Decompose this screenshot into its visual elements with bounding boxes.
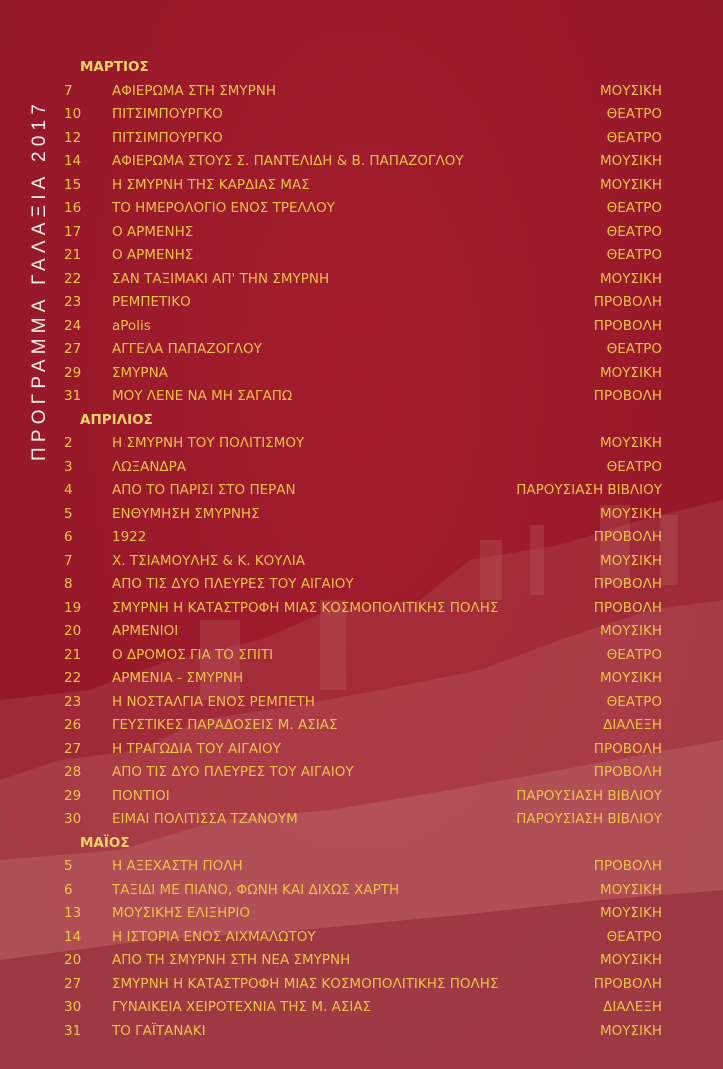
event-day: 20: [64, 623, 82, 639]
event-day: 16: [64, 200, 82, 216]
event-title: ΑΦΙΕΡΩΜΑ ΣΤΗ ΣΜΥΡΝΗ: [112, 82, 277, 99]
event-day: 31: [64, 388, 82, 404]
event-day: 5: [64, 505, 73, 522]
event-day: 22: [64, 270, 82, 287]
event-title: aPolis: [112, 317, 151, 334]
event-category: ΘΕΑΤΡΟ: [606, 223, 662, 240]
event-category: ΠΡΟΒΟΛΗ: [593, 764, 662, 780]
event-day: 14: [64, 928, 82, 945]
event-title: Η ΤΡΑΓΩΔΙΑ ΤΟΥ ΑΙΓΑΙΟΥ: [112, 740, 281, 757]
event-day: 2: [64, 435, 73, 451]
event-category: ΠΡΟΒΟΛΗ: [593, 975, 662, 992]
event-title: ΑΡΜΕΝΙΟΙ: [112, 623, 179, 639]
event-day: 6: [64, 881, 73, 898]
event-row: [64, 1020, 664, 1044]
event-title: ΠΙΤΣΙΜΠΟΥΡΓΚΟ: [112, 129, 223, 146]
event-row: [64, 315, 664, 339]
event-row: [64, 902, 664, 926]
event-day: 10: [64, 106, 82, 122]
event-category: ΘΕΑΤΡΟ: [606, 106, 662, 122]
event-title: Η ΣΜΥΡΝΗ ΤΗΣ ΚΑΡΔΙΑΣ ΜΑΣ: [112, 176, 310, 193]
event-row: [64, 996, 664, 1020]
event-row: [64, 127, 664, 151]
event-row: [64, 855, 664, 879]
event-row: [64, 338, 664, 362]
event-title: ΣΑΝ ΤΑΞΙΜΑΚΙ ΑΠ' ΤΗΝ ΣΜΥΡΝΗ: [112, 270, 330, 287]
event-category: ΘΕΑΤΡΟ: [606, 129, 662, 146]
event-day: 27: [64, 341, 82, 357]
event-category: ΠΡΟΒΟΛΗ: [593, 388, 662, 404]
event-row: [64, 244, 664, 268]
event-title: Η ΝΟΣΤΑΛΓΙΑ ΕΝΟΣ ΡΕΜΠΕΤΗ: [112, 693, 315, 710]
event-row: [64, 879, 664, 903]
event-title: ΣΜΥΡΝΗ Η ΚΑΤΑΣΤΡΟΦΗ ΜΙΑΣ ΚΟΣΜΟΠΟΛΙΤΙΚΗΣ ΠΟΛΗΣ: [112, 975, 499, 992]
event-title: ΑΠΟ ΤΗ ΣΜΥΡΝΗ ΣΤΗ ΝΕΑ ΣΜΥΡΝΗ: [112, 952, 351, 968]
event-title: Η ΣΜΥΡΝΗ ΤΟΥ ΠΟΛΙΤΙΣΜΟΥ: [112, 435, 305, 451]
event-category: ΜΟΥΣΙΚΗ: [599, 270, 662, 287]
event-title: ΣΜΥΡΝΑ: [112, 364, 168, 381]
event-title: ΓΥΝΑΙΚΕΙΑ ΧΕΙΡΟΤΕΧΝΙΑ ΤΗΣ Μ. ΑΣΙΑΣ: [112, 999, 372, 1015]
event-title: ΤΟ ΓΑΪΤΑΝΑΚΙ: [112, 1022, 206, 1039]
event-day: 31: [64, 1022, 82, 1039]
event-day: 15: [64, 176, 82, 193]
event-row: [64, 432, 664, 456]
event-category: ΜΟΥΣΙΚΗ: [599, 623, 662, 639]
event-row: [64, 150, 664, 174]
event-category: ΠΡΟΒΟΛΗ: [593, 294, 662, 310]
event-row: [64, 808, 664, 832]
vertical-program-title-wrap: [22, 60, 58, 500]
event-row: [64, 291, 664, 315]
event-category: ΘΕΑΤΡΟ: [606, 341, 662, 357]
event-category: ΘΕΑΤΡΟ: [606, 247, 662, 263]
event-title: Ο ΑΡΜΕΝΗΣ: [112, 247, 194, 263]
event-category: ΜΟΥΣΙΚΗ: [599, 952, 662, 968]
month-heading: ΜΑΪΟΣ: [80, 834, 130, 851]
event-category: ΔΙΑΛΕΞΗ: [603, 717, 662, 733]
event-day: 28: [64, 764, 82, 780]
event-row: [64, 926, 664, 950]
event-row: [64, 738, 664, 762]
event-row: [64, 761, 664, 785]
event-title: ΑΡΜΕΝΙΑ - ΣΜΥΡΝΗ: [112, 670, 244, 686]
event-day: 30: [64, 811, 82, 827]
event-category: ΜΟΥΣΙΚΗ: [599, 364, 662, 381]
event-day: 7: [64, 552, 73, 569]
event-category: ΠΑΡΟΥΣΙΑΣΗ ΒΙΒΛΙΟΥ: [516, 787, 662, 804]
event-row: [64, 479, 664, 503]
event-title: ΑΠΟ ΤΟ ΠΑΡΙΣΙ ΣΤΟ ΠΕΡΑΝ: [112, 482, 296, 498]
event-day: 17: [64, 223, 82, 240]
event-category: ΠΑΡΟΥΣΙΑΣΗ ΒΙΒΛΙΟΥ: [516, 482, 662, 498]
event-day: 29: [64, 787, 82, 804]
event-row: [64, 456, 664, 480]
event-day: 6: [64, 529, 73, 545]
event-day: 5: [64, 858, 73, 874]
event-row: [64, 385, 664, 409]
schedule-list: [64, 56, 664, 1043]
event-row: [64, 691, 664, 715]
event-day: 19: [64, 599, 82, 616]
event-title: 1922: [112, 529, 147, 545]
event-title: ΜΟΥ ΛΕΝΕ ΝΑ ΜΗ ΣΑΓΑΠΩ: [112, 388, 293, 404]
event-title: ΑΠΟ ΤΙΣ ΔΥΟ ΠΛΕΥΡΕΣ ΤΟΥ ΑΙΓΑΙΟΥ: [112, 764, 354, 780]
event-category: ΔΙΑΛΕΞΗ: [603, 999, 662, 1015]
event-row: [64, 503, 664, 527]
event-day: 21: [64, 247, 82, 263]
event-row: [64, 973, 664, 997]
event-day: 22: [64, 670, 82, 686]
event-row: [64, 667, 664, 691]
event-title: ΤΑΞΙΔΙ ΜΕ ΠΙΑΝΟ, ΦΩΝΗ ΚΑΙ ΔΙΧΩΣ ΧΑΡΤΗ: [112, 881, 400, 898]
event-day: 26: [64, 717, 82, 733]
event-category: ΠΡΟΒΟΛΗ: [593, 599, 662, 616]
event-category: ΠΡΟΒΟΛΗ: [593, 317, 662, 334]
event-title: ΜΟΥΣΙΚΗΣ ΕΛΙΞΗΡΙΟ: [112, 905, 251, 921]
event-category: ΘΕΑΤΡΟ: [606, 928, 662, 945]
event-row: [64, 949, 664, 973]
event-day: 8: [64, 576, 73, 592]
event-category: ΜΟΥΣΙΚΗ: [599, 670, 662, 686]
event-category: ΜΟΥΣΙΚΗ: [599, 176, 662, 193]
event-row: [64, 174, 664, 198]
event-title: Η ΑΞΕΧΑΣΤΗ ΠΟΛΗ: [112, 858, 243, 874]
event-day: 24: [64, 317, 82, 334]
event-row: [64, 714, 664, 738]
event-title: ΕΙΜΑΙ ΠΟΛΙΤΙΣΣΑ ΤΖΑΝΟΥΜ: [112, 811, 298, 827]
event-day: 7: [64, 82, 73, 99]
event-row: [64, 597, 664, 621]
event-day: 30: [64, 999, 82, 1015]
event-category: ΜΟΥΣΙΚΗ: [599, 905, 662, 921]
event-row: [64, 620, 664, 644]
month-heading: ΜΑΡΤΙΟΣ: [80, 59, 149, 75]
event-title: Η ΙΣΤΟΡΙΑ ΕΝΟΣ ΑΙΧΜΑΛΩΤΟΥ: [112, 928, 316, 945]
event-row: [64, 526, 664, 550]
event-category: ΠΡΟΒΟΛΗ: [593, 858, 662, 874]
event-category: ΠΡΟΒΟΛΗ: [593, 529, 662, 545]
event-day: 3: [64, 458, 73, 475]
event-category: ΘΕΑΤΡΟ: [606, 693, 662, 710]
event-category: ΘΕΑΤΡΟ: [606, 200, 662, 216]
event-category: ΘΕΑΤΡΟ: [606, 646, 662, 663]
event-day: 21: [64, 646, 82, 663]
event-category: ΘΕΑΤΡΟ: [606, 458, 662, 475]
event-row: [64, 80, 664, 104]
event-title: ΑΠΟ ΤΙΣ ΔΥΟ ΠΛΕΥΡΕΣ ΤΟΥ ΑΙΓΑΙΟΥ: [112, 576, 354, 592]
event-day: 27: [64, 975, 82, 992]
event-title: ΣΜΥΡΝΗ Η ΚΑΤΑΣΤΡΟΦΗ ΜΙΑΣ ΚΟΣΜΟΠΟΛΙΤΙΚΗΣ ΠΟΛΗΣ: [112, 599, 499, 616]
event-title: Χ. ΤΣΙΑΜΟΥΛΗΣ & Κ. ΚΟΥΛΙΑ: [112, 552, 305, 569]
event-title: ΠΙΤΣΙΜΠΟΥΡΓΚΟ: [112, 106, 223, 122]
event-day: 13: [64, 905, 82, 921]
month-heading: ΑΠΡΙΛΙΟΣ: [80, 411, 153, 428]
event-title: Ο ΔΡΟΜΟΣ ΓΙΑ ΤΟ ΣΠΙΤΙ: [112, 646, 274, 663]
event-title: ΤΟ ΗΜΕΡΟΛΟΓΙΟ ΕΝΟΣ ΤΡΕΛΛΟΥ: [112, 200, 335, 216]
event-category: ΜΟΥΣΙΚΗ: [599, 505, 662, 522]
event-row: [64, 221, 664, 245]
event-row: [64, 785, 664, 809]
event-category: ΜΟΥΣΙΚΗ: [599, 1022, 662, 1039]
event-row: [64, 362, 664, 386]
event-row: [64, 573, 664, 597]
event-title: Ο ΑΡΜΕΝΗΣ: [112, 223, 194, 240]
event-title: ΛΩΞΑΝΔΡΑ: [112, 458, 187, 475]
event-title: ΓΕΥΣΤΙΚΕΣ ΠΑΡΑΔΟΣΕΙΣ Μ. ΑΣΙΑΣ: [112, 717, 338, 733]
event-day: 20: [64, 952, 82, 968]
event-category: ΠΡΟΒΟΛΗ: [593, 740, 662, 757]
event-title: ΡΕΜΠΕΤΙΚΟ: [112, 294, 191, 310]
event-title: ΑΦΙΕΡΩΜΑ ΣΤΟΥΣ Σ. ΠΑΝΤΕΛΙΔΗ & Β. ΠΑΠΑΖΟΓΛΟΥ: [112, 153, 464, 169]
event-row: [64, 197, 664, 221]
event-category: ΜΟΥΣΙΚΗ: [599, 552, 662, 569]
event-day: 4: [64, 482, 73, 498]
event-row: [64, 644, 664, 668]
event-category: ΜΟΥΣΙΚΗ: [599, 881, 662, 898]
event-day: 23: [64, 693, 82, 710]
event-category: ΜΟΥΣΙΚΗ: [599, 153, 662, 169]
event-row: [64, 103, 664, 127]
event-category: ΜΟΥΣΙΚΗ: [599, 82, 662, 99]
event-category: ΠΡΟΒΟΛΗ: [593, 576, 662, 592]
event-day: 14: [64, 153, 82, 169]
event-day: 27: [64, 740, 82, 757]
event-day: 29: [64, 364, 82, 381]
event-day: 12: [64, 129, 82, 146]
event-title: ΠΟΝΤΙΟΙ: [112, 787, 170, 804]
vertical-program-title: ΠΡΟΓΡΑΜΜΑ ΓΑΛΑΞΙΑ 2017: [29, 98, 50, 462]
event-row: [64, 550, 664, 574]
event-category: ΠΑΡΟΥΣΙΑΣΗ ΒΙΒΛΙΟΥ: [516, 811, 662, 827]
event-row: [64, 268, 664, 292]
event-title: ΑΓΓΕΛΑ ΠΑΠΑΖΟΓΛΟΥ: [112, 341, 262, 357]
event-day: 23: [64, 294, 82, 310]
event-title: ΕΝΘΥΜΗΣΗ ΣΜΥΡΝΗΣ: [112, 505, 260, 522]
event-category: ΜΟΥΣΙΚΗ: [599, 435, 662, 451]
